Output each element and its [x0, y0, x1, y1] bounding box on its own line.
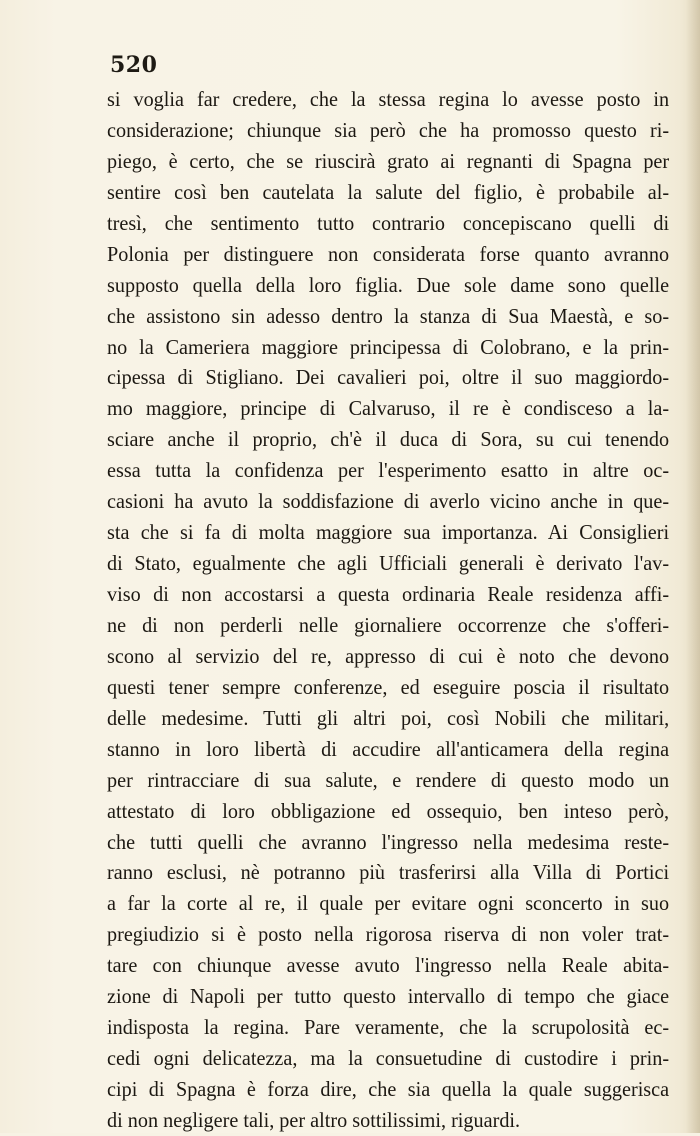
text-line: scono al servizio del re, appresso di cui è noto che devono	[107, 643, 670, 668]
text-line: ranno esclusi, nè potranno più trasferirsi alla Villa di Portici	[107, 860, 670, 885]
text-line: cedi ogni delicatezza, ma la consuetudine di custodire i prin-	[107, 1046, 670, 1071]
text-line: indisposta la regina. Pare veramente, che la scrupolosità ec-	[107, 1015, 670, 1040]
text-line: considerazione; chiunque sia però che ha promosso questo ri-	[107, 117, 670, 142]
text-line: per rintracciare di sua salute, e rendere di questo modo un	[107, 767, 670, 792]
text-line: casioni ha avuto la soddisfazione di averlo vicino anche in que-	[107, 489, 670, 514]
text-line: Polonia per distinguere non considerata forse quanto avranno	[107, 241, 670, 266]
text-line: ne di non perderli nelle giornaliere occorrenze che s'offeri-	[107, 612, 670, 637]
text-line: supposto quella della loro figlia. Due sole dame sono quelle	[107, 272, 670, 297]
text-line: zione di Napoli per tutto questo intervallo di tempo che giace	[107, 984, 670, 1009]
text-line: sentire così ben cautelata la salute del figlio, è probabile al-	[107, 179, 670, 204]
text-line: piego, è certo, che se riuscirà grato ai regnanti di Spagna per	[107, 148, 670, 173]
text-line: tresì, che sentimento tutto contrario concepiscano quelli di	[107, 210, 670, 235]
text-line: che tutti quelli che avranno l'ingresso nella medesima reste-	[107, 829, 670, 854]
text-line: questi tener sempre conferenze, ed eseguire poscia il risultato	[107, 674, 670, 699]
text-line: essa tutta la confidenza per l'esperimento esatto in altre oc-	[107, 458, 670, 483]
body-text	[107, 84, 669, 1136]
text-line: cipessa di Stigliano. Dei cavalieri poi, oltre il suo maggiordo-	[107, 365, 670, 390]
text-line: cipi di Spagna è forza dire, che sia quella la quale suggerisca	[107, 1077, 670, 1101]
page-edge-shadow	[686, 0, 700, 1133]
text-line: di Stato, egualmente che agli Ufficiali generali è derivato l'av-	[107, 551, 670, 576]
text-line: di non negligere tali, per altro sottilissimi, riguardi.	[107, 1107, 521, 1132]
text-line: mo maggiore, principe di Calvaruso, il re è condisceso a la-	[107, 396, 670, 421]
text-line: attestato di loro obbligazione ed ossequio, ben inteso però,	[107, 798, 670, 823]
text-line: tare con chiunque avesse avuto l'ingresso nella Reale abita-	[107, 953, 670, 978]
text-line: viso di non accostarsi a questa ordinaria Reale residenza affi-	[107, 582, 670, 606]
text-line: stanno in loro libertà di accudire all'anticamera della regina	[107, 736, 670, 761]
text-line: a far la corte al re, il quale per evitare ogni sconcerto in suo	[107, 891, 670, 916]
text-line: sta che si fa di molta maggiore sua importanza. Ai Consiglieri	[107, 520, 670, 545]
text-line: no la Cameriera maggiore principessa di Colobrano, e la prin-	[107, 334, 670, 359]
text-line: pregiudizio si è posto nella rigorosa riserva di non voler trat-	[107, 922, 670, 947]
page-number: 520	[110, 52, 158, 78]
text-line: sciare anche il proprio, ch'è il duca di Sora, su cui tenendo	[107, 427, 670, 452]
text-line: si voglia far credere, che la stessa regina lo avesse posto in	[107, 87, 670, 111]
text-line: delle medesime. Tutti gli altri poi, così Nobili che militari,	[107, 705, 670, 730]
text-line: che assistono sin adesso dentro la stanza di Sua Maestà, e so-	[107, 303, 670, 328]
